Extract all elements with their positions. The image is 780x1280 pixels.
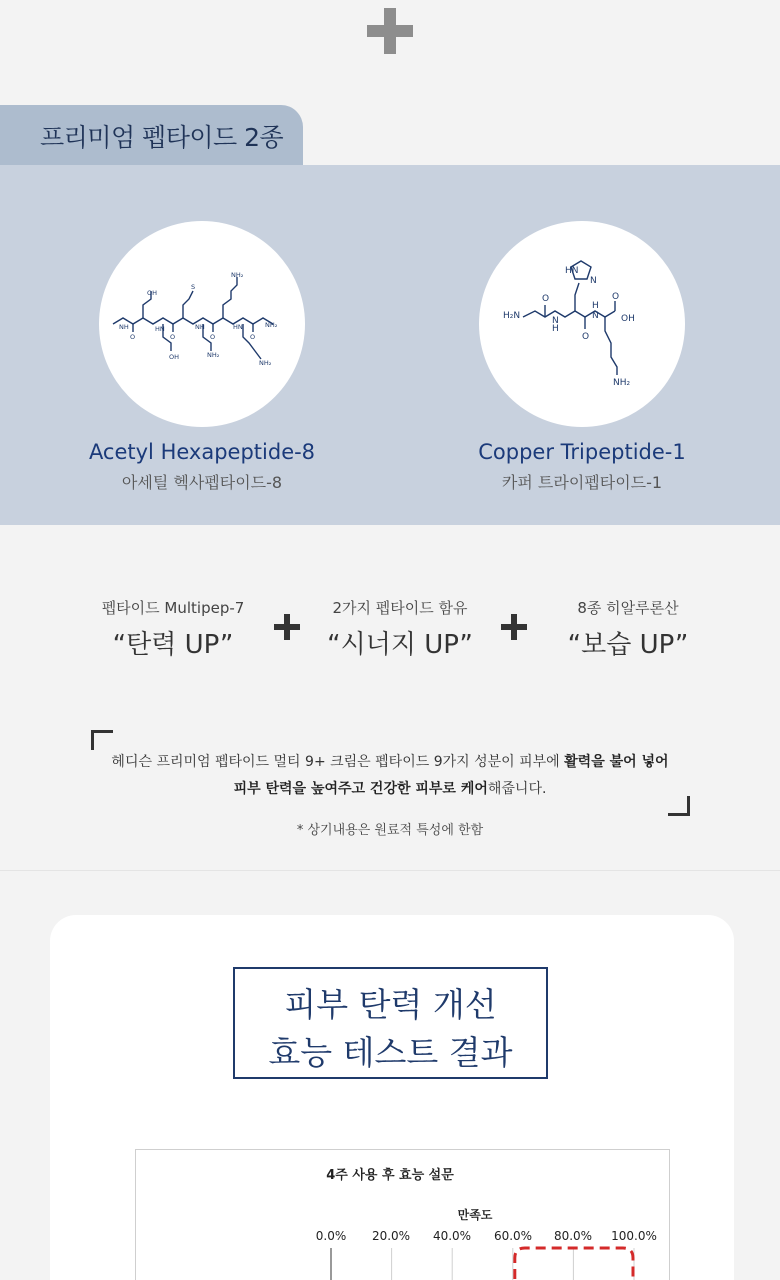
feature-quote: “보습 UP” bbox=[567, 630, 689, 660]
formula-label: NH₂ bbox=[207, 351, 220, 359]
chart-title: 4주 사용 후 효능 설문 bbox=[326, 1168, 454, 1183]
formula-label: N bbox=[552, 316, 559, 326]
formula-label: H₂N bbox=[503, 311, 521, 321]
formula-label: NH₂ bbox=[613, 378, 631, 388]
formula-label: OH bbox=[147, 289, 158, 297]
formula-label: NH₂ bbox=[265, 321, 278, 329]
tick-label: 40.0% bbox=[432, 1229, 472, 1243]
formula-label: N bbox=[592, 311, 599, 321]
formula-label: NH₂ bbox=[259, 359, 272, 367]
formula-label: O bbox=[130, 333, 136, 341]
formula-label: OH bbox=[169, 353, 180, 361]
chart-axis-label: 만족도 bbox=[457, 1208, 493, 1222]
formula-label: S bbox=[191, 283, 196, 291]
formula-label: NH₂ bbox=[231, 271, 244, 279]
feature-caption: 2가지 펩타이드 함유 bbox=[332, 599, 468, 617]
result-title-line-1: 피부 탄력 개선 bbox=[284, 985, 497, 1024]
disclaimer-note: * 상기내용은 원료적 특성에 한함 bbox=[296, 823, 484, 838]
formula-label: N bbox=[590, 276, 597, 286]
feature-quote: “시너지 UP” bbox=[327, 630, 473, 660]
formula-label: H bbox=[552, 324, 559, 334]
tick-label: 60.0% bbox=[493, 1229, 533, 1243]
formula-label: H bbox=[592, 301, 599, 311]
formula-label: HN bbox=[233, 323, 243, 331]
formula-label: NH bbox=[195, 323, 205, 331]
formula-label: O bbox=[250, 333, 256, 341]
feature-caption: 8종 히알루론산 bbox=[577, 599, 679, 617]
formula-label: HN bbox=[155, 325, 165, 333]
feature-caption: 펩타이드 Multipep-7 bbox=[101, 599, 245, 617]
molecule-korean-name: 카퍼 트라이펩타이드-1 bbox=[501, 473, 663, 492]
formula-label: O bbox=[210, 333, 216, 341]
formula-label: NH bbox=[119, 323, 129, 331]
section-tab-label: 프리미엄 펩타이드 2종 bbox=[40, 123, 284, 152]
tick-label: 100.0% bbox=[611, 1229, 657, 1243]
molecule-korean-name: 아세틸 헥사펩타이드-8 bbox=[121, 473, 283, 492]
molecule-name: Copper Tripeptide-1 bbox=[478, 440, 686, 464]
result-title-line-2: 효능 테스트 결과 bbox=[268, 1033, 513, 1072]
formula-label: OH bbox=[621, 314, 635, 324]
formula-label: HN bbox=[565, 266, 579, 276]
formula-label: O bbox=[582, 332, 590, 342]
formula-label: O bbox=[170, 333, 176, 341]
tick-label: 20.0% bbox=[371, 1229, 411, 1243]
molecule-name: Acetyl Hexapeptide-8 bbox=[88, 440, 316, 464]
formula-label: O bbox=[612, 292, 620, 302]
tick-label: 0.0% bbox=[315, 1229, 347, 1243]
feature-quote: “탄력 UP” bbox=[112, 630, 234, 660]
description-line-1: 헤디슨 프리미엄 펩타이드 멀티 9+ 크림은 펩타이드 9가지 성분이 피부에 활력을 불어 넣어 bbox=[111, 754, 669, 770]
formula-label: O bbox=[542, 294, 550, 304]
description-line-2: 피부 탄력을 높여주고 건강한 피부로 케어해줍니다. bbox=[233, 781, 547, 797]
tick-label: 80.0% bbox=[553, 1229, 593, 1243]
